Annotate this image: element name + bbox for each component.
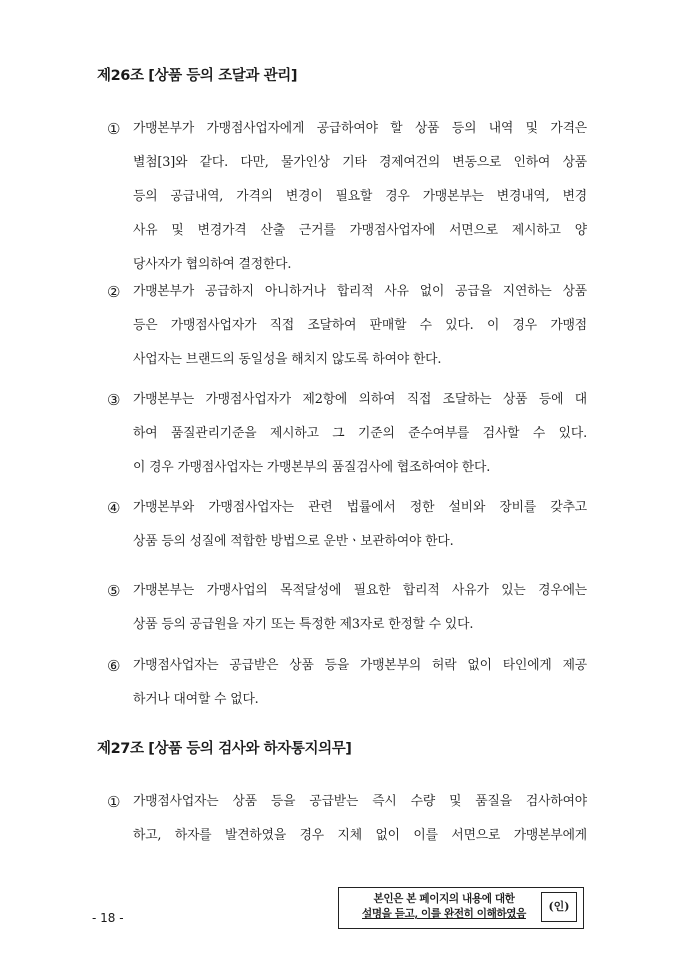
clause-line: 하여 품질관리기준을 제시하고 그 기준의 준수여부를 검사할 수 있다. — [133, 426, 587, 441]
page-number: - 18 - — [92, 911, 124, 925]
clause-line: 사업자는 브랜드의 동일성을 해치지 않도록 하여야 한다. — [133, 352, 442, 367]
clause-line: 당사자가 협의하여 결정한다. — [133, 257, 292, 272]
clause-line: 상품 등의 성질에 적합한 방법으로 운반ㆍ보관하여야 한다. — [133, 534, 454, 549]
clause-number: ② — [107, 283, 121, 301]
clause-number: ⑤ — [107, 582, 121, 600]
confirmation-statement — [347, 892, 541, 922]
clause-number: ④ — [107, 499, 121, 517]
clause-number: ③ — [107, 391, 121, 409]
clause-line: 등은 가맹점사업자가 직접 조달하여 판매할 수 있다. 이 경우 가맹점 — [133, 318, 587, 333]
clause-line: 가맹점사업자는 공급받은 상품 등을 가맹본부의 허락 없이 타인에게 제공 — [133, 658, 587, 673]
article-26-clause-6 — [107, 649, 587, 717]
article-26-clause-1 — [107, 112, 587, 282]
confirmation-line-1: 본인은 본 페이지의 내용에 대한 — [373, 893, 515, 905]
clause-line: 가맹점사업자는 상품 등을 공급받는 즉시 수량 및 품질을 검사하여야 — [133, 794, 587, 809]
clause-line: 하거나 대여할 수 없다. — [133, 692, 259, 707]
clause-line: 사유 및 변경가격 산출 근거를 가맹점사업자에 서면으로 제시하고 양 — [133, 223, 587, 238]
article-26-clause-5 — [107, 574, 587, 642]
clause-line: 하고, 하자를 발견하였을 경우 지체 없이 이를 서면으로 가맹본부에게 — [133, 828, 587, 843]
clause-number: ⑥ — [107, 657, 121, 675]
clause-number: ① — [107, 793, 121, 811]
article-27-heading: 제27조 [상품 등의 검사와 하자통지의무] — [97, 741, 352, 757]
clause-line: 가맹본부는 가맹사업의 목적달성에 필요한 합리적 사유가 있는 경우에는 — [133, 583, 587, 598]
confirmation-line-2: 설명을 듣고, 이를 완전히 이해하였음 — [362, 908, 526, 920]
clause-line: 가맹본부는 가맹점사업자가 제2항에 의하여 직접 조달하는 상품 등에 대 — [133, 392, 587, 407]
clause-number: ① — [107, 120, 121, 138]
clause-line: 가맹본부와 가맹점사업자는 관련 법률에서 정한 설비와 장비를 갖추고 — [133, 500, 587, 515]
article-26-clause-4 — [107, 491, 587, 559]
article-26-clause-3 — [107, 383, 587, 485]
clause-line: 가맹본부가 공급하지 아니하거나 합리적 사유 없이 공급을 지연하는 상품 — [133, 284, 587, 299]
clause-line: 등의 공급내역, 가격의 변경이 필요할 경우 가맹본부는 변경내역, 변경 — [133, 189, 587, 204]
confirmation-box — [338, 887, 584, 929]
clause-line: 가맹본부가 가맹점사업자에게 공급하여야 할 상품 등의 내역 및 가격은 — [133, 121, 587, 136]
article-26-clause-2 — [107, 275, 587, 377]
article-26-heading: 제26조 [상품 등의 조달과 관리] — [97, 68, 298, 84]
seal-field[interactable]: (인) — [541, 892, 577, 922]
clause-line: 별첨[3]와 같다. 다만, 물가인상 기타 경제여건의 변동으로 인하여 상품 — [133, 155, 587, 170]
clause-line: 이 경우 가맹점사업자는 가맹본부의 품질검사에 협조하여야 한다. — [133, 460, 491, 475]
article-27-clause-1 — [107, 785, 587, 853]
clause-line: 상품 등의 공급원을 자기 또는 특정한 제3자로 한정할 수 있다. — [133, 617, 474, 632]
